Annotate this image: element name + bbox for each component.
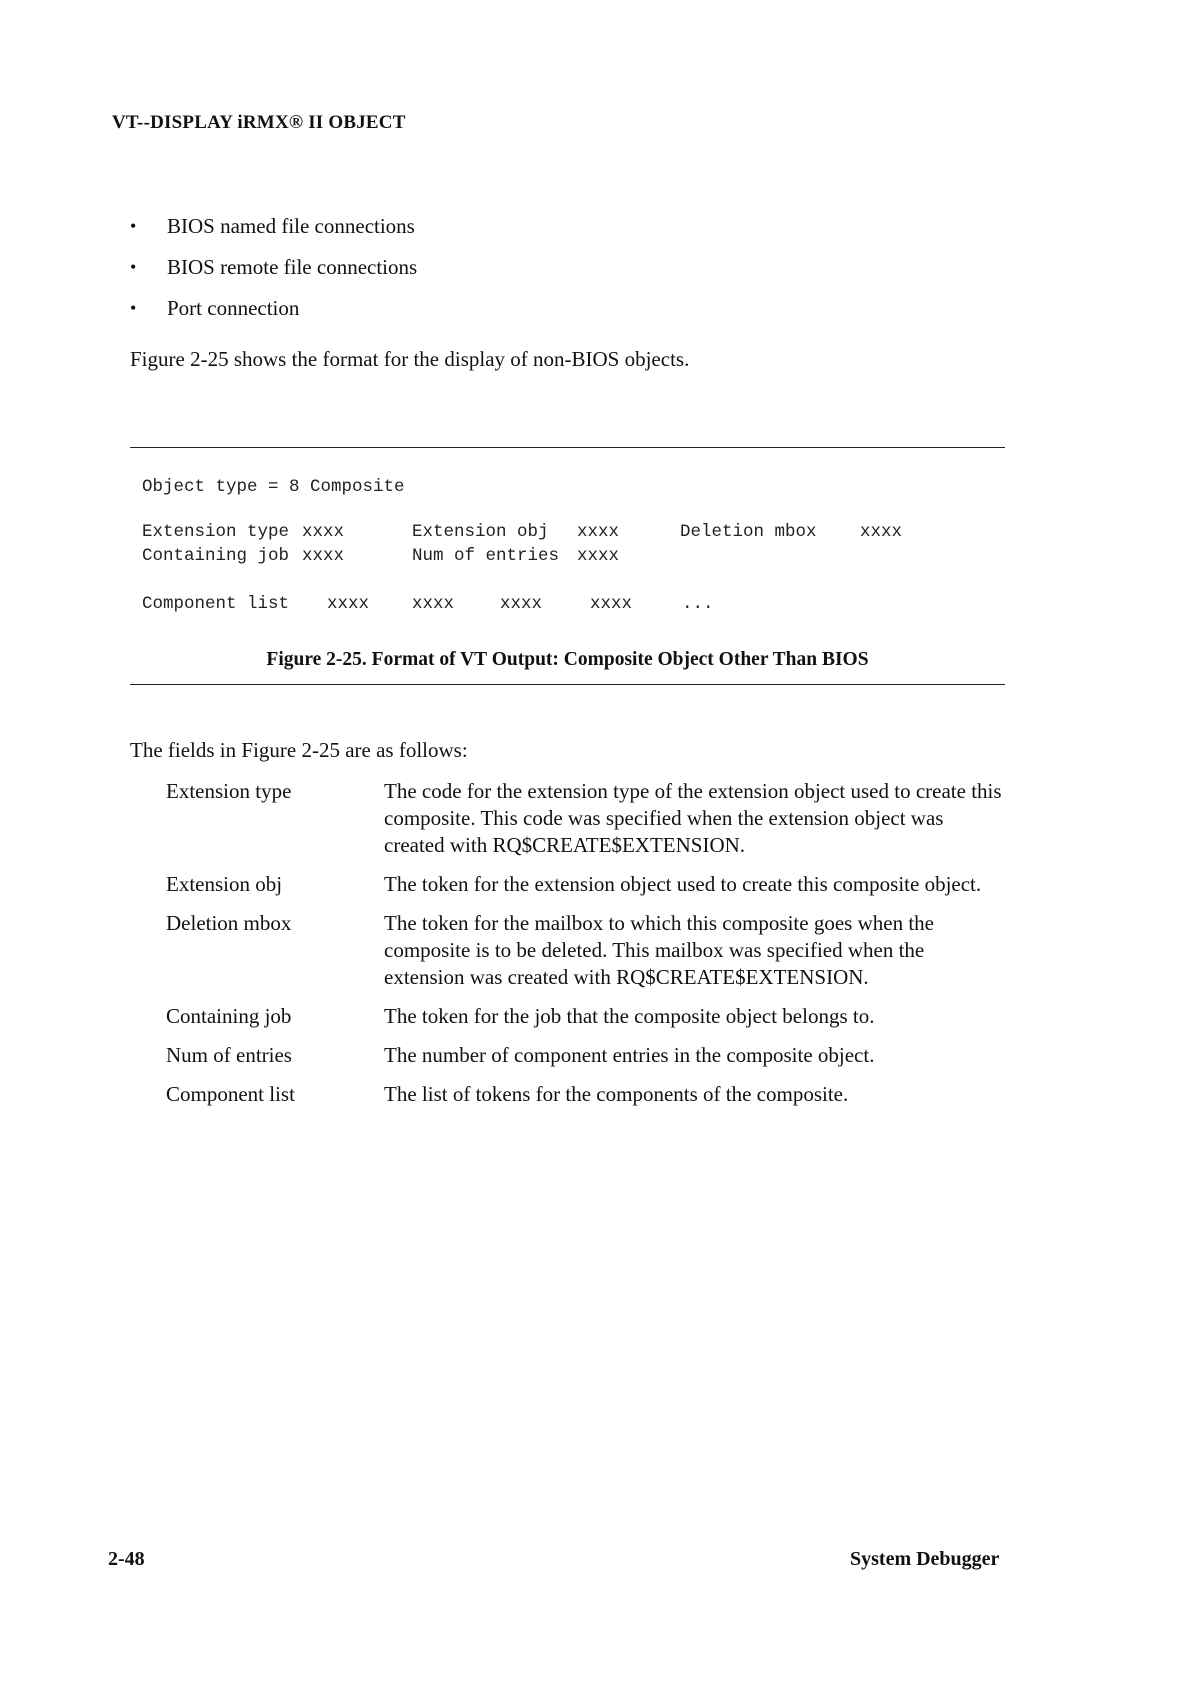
component-value: xxxx <box>412 594 455 614</box>
definition-term: Deletion mbox <box>166 911 292 935</box>
page-number: 2-48 <box>108 1548 145 1570</box>
definition-desc: The token for the mailbox to which this composite goes when the composite is to be deleted. This mailbox was specified when the extension was created with RQ$CREATE$EXTENSION. <box>384 911 934 989</box>
definition-desc: The code for the extension type of the extension object used to create this composite. This code was specified when the extension object was created with RQ$CREATE$EXTENSION. <box>384 779 1002 857</box>
list-item: • BIOS named file connections <box>130 214 415 238</box>
intro-paragraph: Figure 2-25 shows the format for the display of non-BIOS objects. <box>130 347 690 371</box>
extension-obj-value: xxxx <box>577 522 620 542</box>
deletion-mbox-label: Deletion mbox <box>680 522 817 542</box>
definition-term: Num of entries <box>166 1043 292 1067</box>
definition-row <box>166 1081 1026 1108</box>
extension-type-value: xxxx <box>302 522 345 542</box>
extension-type-label: Extension type <box>142 522 290 542</box>
bullet-icon: • <box>130 298 137 318</box>
containing-job-label: Containing job <box>142 546 290 566</box>
bullet-icon: • <box>130 216 137 236</box>
definition-row <box>166 871 1026 898</box>
definition-desc: The list of tokens for the components of the composite. <box>384 1082 849 1106</box>
list-item: • Port connection <box>130 296 300 320</box>
definition-term: Extension type <box>166 779 292 803</box>
deletion-mbox-value: xxxx <box>860 522 903 542</box>
component-value: xxxx <box>500 594 543 614</box>
definition-desc: The number of component entries in the composite object. <box>384 1043 875 1067</box>
figure-screen-output <box>142 477 1002 627</box>
bullet-list <box>130 214 417 337</box>
figure-caption: Figure 2-25. Format of VT Output: Composite Object Other Than BIOS <box>266 649 869 670</box>
num-entries-value: xxxx <box>577 546 620 566</box>
definition-row <box>166 1003 1026 1030</box>
definition-desc: The token for the job that the composite object belongs to. <box>384 1004 875 1028</box>
component-value: xxxx <box>590 594 633 614</box>
component-value: xxxx <box>327 594 370 614</box>
definition-term: Extension obj <box>166 872 283 896</box>
extension-obj-label: Extension obj <box>412 522 549 542</box>
object-type-line: Object type = 8 Composite <box>142 477 405 497</box>
definition-row <box>166 1042 1026 1069</box>
fields-intro: The fields in Figure 2-25 are as follows: <box>130 738 468 762</box>
definition-row <box>166 910 1026 991</box>
figure-bottom-rule <box>130 684 1005 685</box>
definition-term: Containing job <box>166 1004 292 1028</box>
definition-desc: The token for the extension object used to create this composite object. <box>384 872 982 896</box>
num-entries-label: Num of entries <box>412 546 560 566</box>
definition-row <box>166 778 1026 859</box>
list-item: • BIOS remote file connections <box>130 255 418 279</box>
containing-job-value: xxxx <box>302 546 345 566</box>
component-list-label: Component list <box>142 594 290 614</box>
figure-top-rule <box>130 447 1005 448</box>
section-title: System Debugger <box>850 1548 1000 1570</box>
page-header: VT--DISPLAY iRMX® II OBJECT <box>112 112 406 133</box>
component-ellipsis: ... <box>682 594 714 614</box>
bullet-icon: • <box>130 257 137 277</box>
definition-term: Component list <box>166 1082 295 1106</box>
definition-list <box>166 778 1026 1120</box>
